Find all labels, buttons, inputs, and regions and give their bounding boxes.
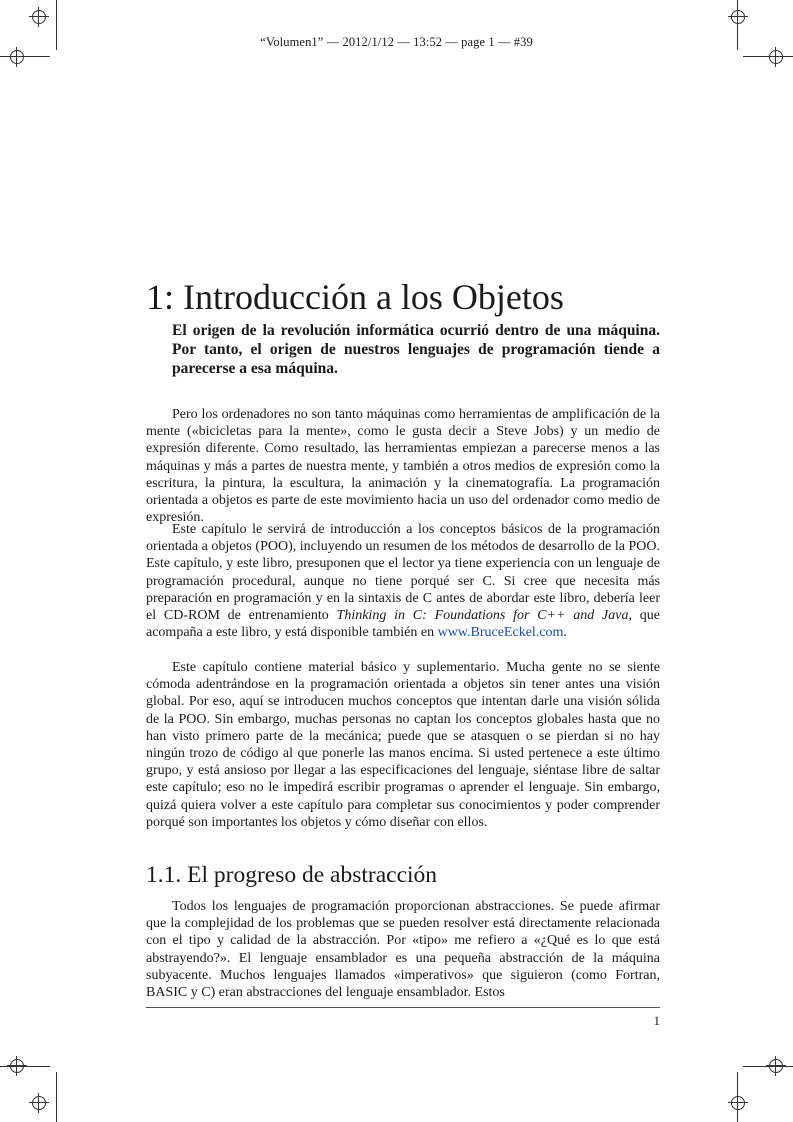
running-head: “Volumen1” — 2012/1/12 — 13:52 — page 1 — #39 bbox=[260, 35, 533, 49]
registration-mark-top-right-b bbox=[769, 50, 783, 64]
crop-mark-bottom-right bbox=[733, 1062, 793, 1122]
chapter-abstract: El origen de la revolución informática ocurrió dentro de una máquina. Por tanto, el origen de nuestros lenguajes de programación tiende a parecerse a esa máquina. bbox=[172, 322, 660, 377]
body-paragraph: Este capítulo contiene material básico y suplementario. Mucha gente no se siente cómoda adentrándose en la programación orientada a objetos sin tener antes una visión global. Por eso, aquí se introducen muchos conceptos que intentan darle una visión sólida de la POO. Sin embargo, muchas personas no captan los conceptos globales hasta que no han visto primero parte de la mecánica; puede que se atasquen o se pierdan si no hay ningún trozo de código al que ponerle las manos encima. Si usted pertenece a este último grupo, y está ansioso por llegar a las especificaciones del lenguaje, siéntase libre de saltar este capítulo; eso no le impedirá escribir programas o aprender el lenguaje. Sin embargo, quizá quiera volver a este capítulo para completar sus conocimientos y poder comprender porqué son importantes los objetos y cómo diseñar con ellos. bbox=[146, 660, 660, 830]
page-number: 1 bbox=[653, 1013, 660, 1028]
paragraph-text: Este capítulo le servirá de introducción a los conceptos básicos de la programación orientada a objetos (POO), incluyendo un resumen de los métodos de desarrollo de la POO. Este capítulo, y este libro, presuponen que el lector ya tiene experiencia con un lenguaje de programación procedural, aunque no tiene porqué ser C. Si cree que necesita más preparación en programación y en la sintaxis de C antes de abordar este libro, debería leer el CD-ROM de entrenamiento bbox=[146, 522, 660, 624]
registration-mark-bottom-left-b bbox=[32, 1096, 46, 1110]
body-paragraph: Todos los lenguajes de programación proporcionan abstracciones. Se puede afirmar que la complejidad de los problemas que se pueden resolver está directamente relacionada con el tipo y calidad de la abstracción. Por «tipo» me refiero a «¿Qué es lo que está abstrayendo?». El lenguaje ensamblador es una pequeña abstracción de la máquina subyacente. Muchos lenguajes llamados «imperativos» que siguieron (como Fortran, BASIC y C) eran abstracciones del lenguaje ensamblador. Estos bbox=[146, 899, 660, 1001]
footer-rule bbox=[146, 1007, 660, 1008]
registration-mark-top-left-b bbox=[10, 50, 24, 64]
crop-mark-top-right bbox=[733, 0, 793, 60]
section-title: 1.1. El progreso de abstracción bbox=[146, 862, 438, 888]
book-title: Thinking in C: Foundations for C++ and Java bbox=[336, 608, 629, 624]
registration-mark-bottom-right-a bbox=[769, 1059, 783, 1073]
registration-mark-top-right-a bbox=[731, 10, 745, 24]
body-paragraph bbox=[146, 521, 660, 641]
paragraph-text: . bbox=[563, 625, 567, 641]
crop-mark-top-left bbox=[0, 0, 60, 60]
chapter-title: 1: Introducción a los Objetos bbox=[146, 277, 564, 317]
paragraph-text: , que acompaña a este libro, y está disponible también en bbox=[146, 608, 660, 641]
body-paragraph: Pero los ordenadores no son tanto máquinas como herramientas de amplificación de la mente («bicicletas para la mente», como le gusta decir a Steve Jobs) y un medio de expresión diferente. Como resultado, las herramientas empiezan a parecerse menos a las máquinas y más a partes de nuestra mente, y también a otros medios de expresión como la escritura, la pintura, la escultura, la animación y la cinematografía. La programación orientada a objetos es parte de este movimiento hacia un uso del ordenador como medio de expresión. bbox=[146, 407, 660, 526]
registration-mark-bottom-left-a bbox=[10, 1059, 24, 1073]
website-link[interactable]: www.BruceEckel.com bbox=[437, 625, 564, 641]
registration-mark-bottom-right-b bbox=[731, 1096, 745, 1110]
crop-mark-bottom-left bbox=[0, 1062, 60, 1122]
registration-mark-top-left-a bbox=[32, 10, 46, 24]
